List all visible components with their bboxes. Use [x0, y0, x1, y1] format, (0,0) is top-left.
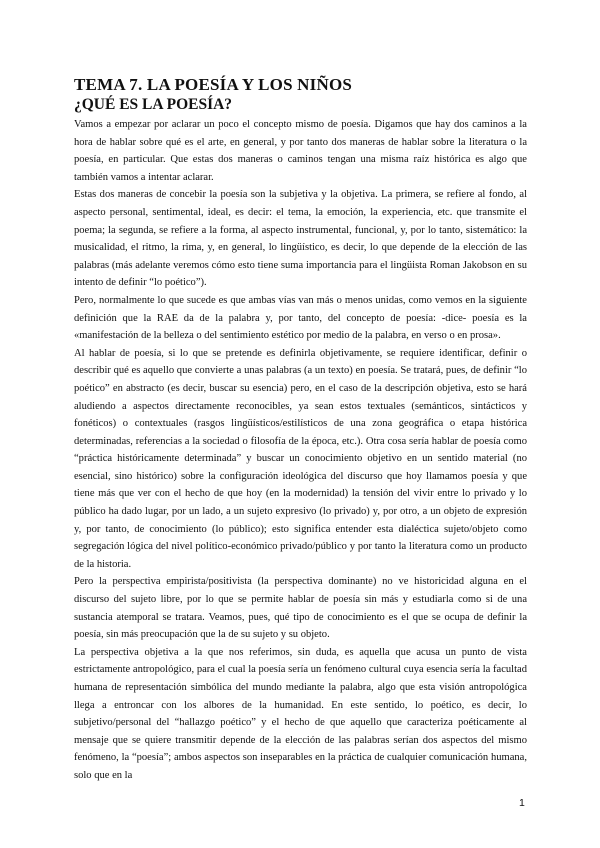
paragraph: Pero la perspectiva empirista/positivista (la perspectiva dominante) no ve historicidad alguna en el discurso del sujeto libre, por lo que se permite hablar de poesía sin más y estudiarla como si de una sustancia atemporal se tratara. Veamos, pues, qué tipo de conocimiento es el que se ocupa de definir la poesía, sin más preocupación que la de su sujeto y su objeto.: [74, 576, 527, 641]
page-number: 1: [519, 797, 525, 809]
section-heading: ¿QUÉ ES LA POESÍA?: [74, 96, 233, 113]
paragraph: Estas dos maneras de concebir la poesía son la subjetiva y la objetiva. La primera, se refiere al fondo, al aspecto personal, sentimental, ideal, es decir: el tema, la emoción, la experiencia, etc. que transmite el poema; la segunda, se refiere a la forma, al aspecto instrumental, funcional, y, por lo tanto, sistemático: la musicalidad, el ritmo, la rima, y, en general, lo lingüístico, es decir, lo que depende de la elección de las palabras (más adelante veremos cómo esto tiene suma importancia para el lingüista Roman Jakobson en su intento de definir “lo poético”).: [74, 189, 527, 289]
paragraph: La perspectiva objetiva a la que nos referimos, sin duda, es aquella que acusa un punto de vista estrictamente antropológico, para el cual la poesía sería un fenómeno cultural cuya esencia sería la facultad humana de representación simbólica del mundo mediante la palabra, algo que esta visión antropológica llega a entroncar con los albores de la humanidad. En este sentido, lo poético, es decir, lo subjetivo/personal del “hallazgo poético” y el hecho de que aquello que caracteriza poéticamente al mensaje que se quiere transmitir depende de la elección de las palabras serían dos aspectos del mismo fenómeno, la “poesía”; ambos aspectos son inseparables en la práctica de cualquier comunicación humana, solo que en la: [74, 646, 527, 781]
paragraph: Al hablar de poesía, si lo que se pretende es definirla objetivamente, se requiere identificar, definir o describir qué es aquello que convierte a unas palabras (a un texto) en poesía. Se tratará, pues, de definir “lo poético” en abstracto (es decir, buscar su esencia) pero, en el caso de la descripción objetiva, esto se hará aludiendo a aspectos directamente reconocibles, ya sean estos textuales (semánticos, sintácticos y fonéticos) o contextuales (rasgos lingüísticos/estilísticos de una zona geográfica o etapa histórica determinadas, referencias a la sociedad o filosofía de la época, etc.). Otra cosa sería hablar de poesía como “práctica históricamente determinada” y buscar un conocimiento objetivo en un sentido material (no esencial, sino histórico) sobre la configuración ideológica del discurso que hoy llamamos poesía y que tiene más que ver con el hecho de que hoy (en la modernidad) la tensión del vivir entre lo privado y lo público ha dado lugar, por un lado, a un sujeto expresivo (lo privado) y, por otro, a un objeto de expresión y, por tanto, de conocimiento (lo público); esto significa entender esta dialéctica sujeto/objeto como segregación lógica del nivel político-económico privado/público y por tanto la literatura como un producto de la historia.: [74, 347, 527, 570]
page-content: [74, 74, 527, 785]
page-title: TEMA 7. LA POESÍA Y LOS NIÑOS: [74, 75, 353, 94]
paragraph: Pero, normalmente lo que sucede es que ambas vías van más o menos unidas, como vemos en la siguiente definición que la RAE da de la palabra y, por tanto, del concepto de poesía: -dice- poesía es la «manifestación de la belleza o del sentimiento estético por medio de la palabra, en verso o en prosa».: [74, 294, 527, 342]
paragraph: Vamos a empezar por aclarar un poco el concepto mismo de poesía. Digamos que hay dos caminos a la hora de hablar sobre qué es el arte, en general, y por tanto dos maneras de hablar sobre la literatura o la poesía, en particular. Que estas dos maneras o caminos tengan una misma raíz histórica es algo que también vamos a intentar aclarar.: [74, 119, 527, 183]
